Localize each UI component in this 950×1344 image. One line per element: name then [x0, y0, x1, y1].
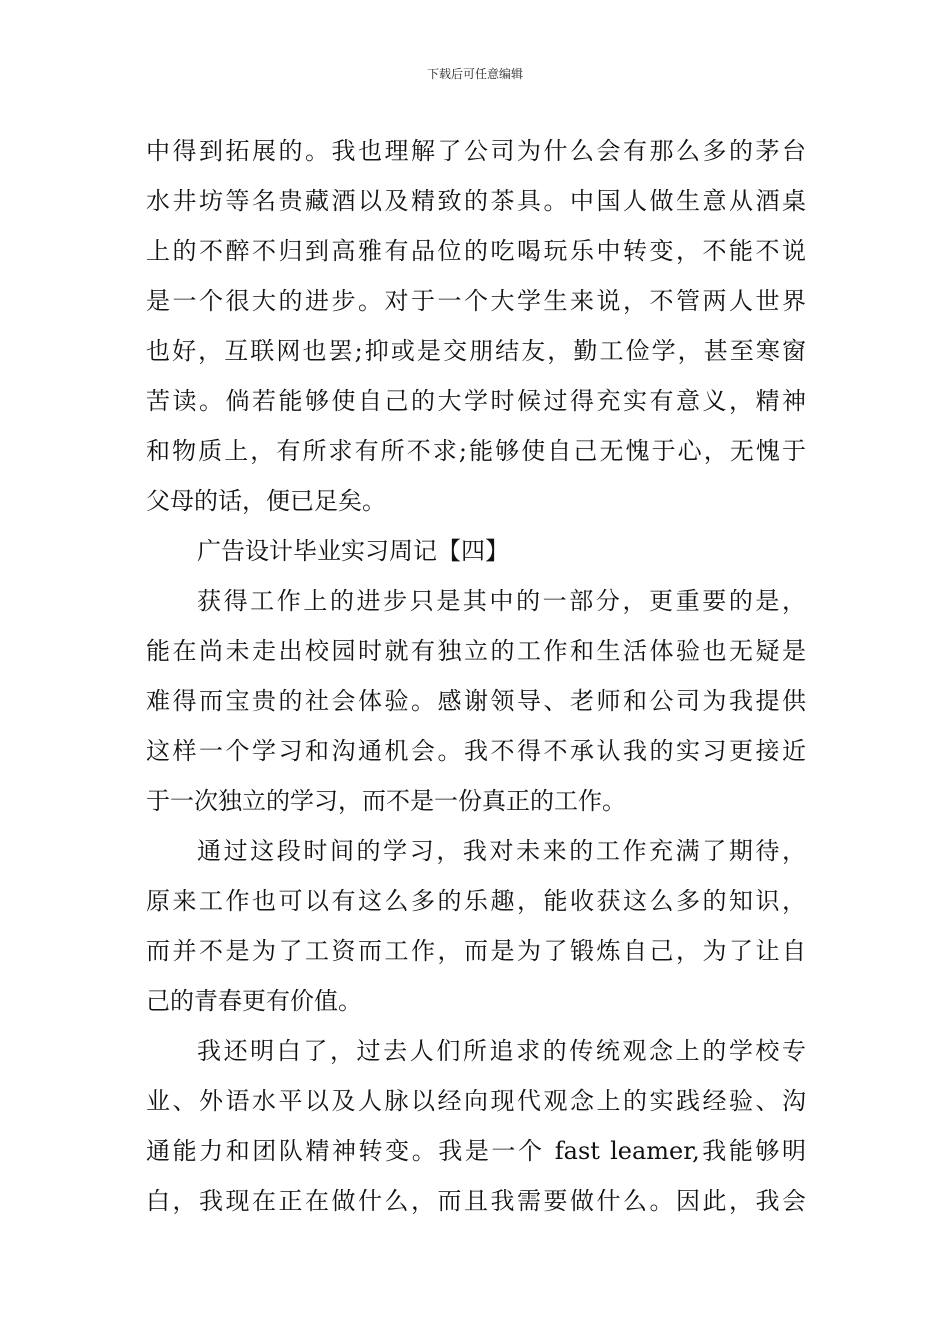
text-line: 通过这段时间的学习，我对未来的工作充满了期待， [197, 837, 806, 865]
text-line: 获得工作上的进步只是其中的一部分，更重要的是， [197, 587, 806, 615]
text-line: 这样一个学习和沟通机会。我不得不承认我的实习更接近 [146, 737, 806, 765]
heading-text: 广告设计毕业实习周记【四】 [197, 537, 509, 565]
paragraph [146, 126, 806, 526]
text-line: 能在尚未走出校园时就有独立的工作和生活体验也无疑是 [146, 637, 806, 665]
text-line: 和物质上，有所求有所不求;能够使自己无愧于心，无愧于 [146, 437, 806, 465]
text-line: 也好，互联网也罢;抑或是交朋结友，勤工俭学，甚至寒窗 [146, 337, 806, 365]
text-line: 水井坊等名贵藏酒以及精致的茶具。中国人做生意从酒桌 [146, 187, 806, 215]
text-line: 通能力和团队精神转变。我是一个 fast leamer,我能够明 [146, 1137, 806, 1165]
text-line: 上的不醉不归到高雅有品位的吃喝玩乐中转变，不能不说 [146, 237, 806, 265]
text-line: 己的青春更有价值。 [146, 987, 362, 1015]
text-line: 于一次独立的学习，而不是一份真正的工作。 [146, 787, 626, 815]
text-line: 白，我现在正在做什么，而且我需要做什么。因此，我会 [146, 1187, 806, 1215]
text-line: 父母的话，便已足矣。 [146, 487, 386, 515]
page-header: 下载后可任意编辑 [426, 67, 523, 81]
paragraph [146, 576, 806, 826]
text-line: 原来工作也可以有这么多的乐趣，能收获这么多的知识， [146, 887, 806, 915]
text-line: 是一个很大的进步。对于一个大学生来说，不管两人世界 [146, 287, 806, 315]
section-heading [146, 526, 806, 576]
paragraph [146, 1026, 806, 1226]
text-line: 中得到拓展的。我也理解了公司为什么会有那么多的茅台 [146, 137, 806, 165]
text-line: 苦读。倘若能够使自己的大学时候过得充实有意义，精神 [146, 387, 806, 415]
text-line: 我还明白了，过去人们所追求的传统观念上的学校专 [197, 1037, 806, 1065]
text-line: 业、外语水平以及人脉以经向现代观念上的实践经验、沟 [146, 1087, 806, 1115]
text-line: 难得而宝贵的社会体验。感谢领导、老师和公司为我提供 [146, 687, 806, 715]
paragraph [146, 826, 806, 1026]
document-body [146, 126, 806, 1226]
text-line: 而并不是为了工资而工作，而是为了锻炼自己，为了让自 [146, 937, 806, 965]
